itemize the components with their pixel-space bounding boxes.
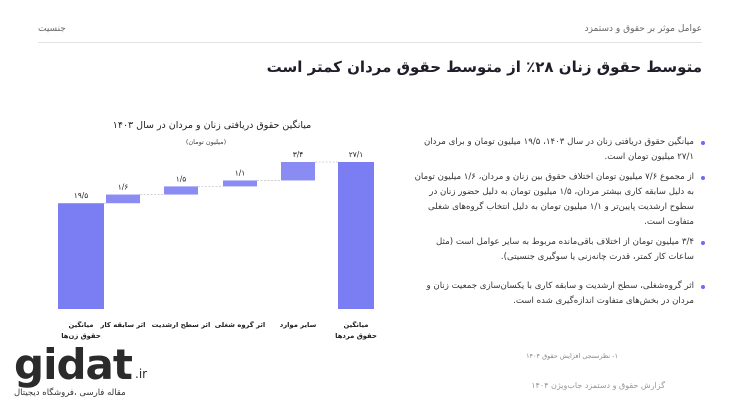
section-title: عوامل موثر بر حقوق و دستمزد bbox=[584, 24, 702, 34]
category-label-5: حقوق مردها bbox=[335, 332, 377, 340]
bar-3 bbox=[223, 180, 257, 186]
value-label-5: ۲۷/۱ bbox=[348, 150, 364, 159]
waterfall-chart bbox=[0, 0, 400, 350]
value-label-2: ۱/۵ bbox=[175, 174, 187, 184]
value-label-3: ۱/۱ bbox=[234, 168, 246, 178]
watermark-tagline: مقاله فارسی ،فروشگاه دیجیتال bbox=[14, 388, 126, 398]
chart-subtitle: (میلیون تومان) bbox=[185, 138, 227, 146]
bar-5 bbox=[338, 162, 374, 309]
value-label-0: ۱۹/۵ bbox=[73, 191, 89, 201]
category-label-3: اثر گروه شغلی bbox=[214, 321, 266, 329]
bullet-item: اثر گروه‌شغلی، سطح ارشدیت و سابقه کاری با یکسان‌سازی جمعیت زنان و مردان در بخش‌های متفاوت اندازه‌گیری شده است. bbox=[408, 279, 694, 309]
chart-bars bbox=[58, 162, 374, 309]
topic-label: جنسیت bbox=[38, 24, 66, 34]
bar-0 bbox=[58, 203, 104, 309]
chart-value-labels bbox=[74, 150, 364, 200]
bar-1 bbox=[106, 195, 140, 204]
category-label-4: سایر موارد bbox=[279, 321, 317, 329]
footnote: ۱- نظرسنجی افزایش حقوق ۱۴۰۴ bbox=[526, 352, 618, 360]
bullet-item: از مجموع ۷/۶ میلیون تومان اختلاف حقوق بین زنان و مردان، ۱/۶ میلیون تومان به دلیل سابقه کاری بیشتر مردان، ۱/۵ میلیون تومان به دلیل حضور زنان در سطوح ارشدیت پایین‌تر و ۱/۱ میلیون تومان به دلیل انتخاب گروه‌های شغلی متفاوت است. bbox=[408, 170, 694, 230]
category-label-1: اثر سابقه کار bbox=[100, 321, 146, 329]
value-label-4: ۳/۴ bbox=[292, 150, 304, 159]
page-headline: متوسط حقوق زنان ۲۸٪ از متوسط حقوق مردان کمتر است bbox=[266, 58, 702, 76]
bullet-item: میانگین حقوق دریافتی زنان در سال ۱۴۰۳، ۱۹/۵ میلیون تومان و برای مردان ۲۷/۱ میلیون تومان است. bbox=[408, 135, 694, 165]
chart-category-labels bbox=[61, 320, 377, 340]
value-label-1: ۱/۶ bbox=[117, 182, 129, 192]
bullet-list bbox=[408, 135, 708, 314]
category-label-0: میانگین bbox=[68, 321, 94, 329]
category-label-0: حقوق زن‌ها bbox=[61, 332, 101, 340]
bullet-item: ۳/۴ میلیون تومان از اختلاف باقی‌مانده مربوط به سایر عوامل است (مثل ساعات کار کمتر، قدرت چانه‌زنی یا سوگیری جنسیتی). bbox=[408, 235, 694, 265]
watermark-tld: .ir bbox=[135, 367, 148, 381]
bar-2 bbox=[164, 186, 198, 194]
watermark-brand bbox=[14, 340, 132, 389]
watermark-brand-text: gidat bbox=[14, 340, 132, 389]
category-label-5: میانگین bbox=[343, 321, 369, 329]
category-label-2: اثر سطح ارشدیت bbox=[151, 321, 211, 329]
footer-text: گزارش حقوق و دستمزد جاب‌ویژن ۱۴۰۴ bbox=[531, 381, 665, 390]
chart-title: میانگین حقوق دریافتی زنان و مردان در سال ۱۴۰۳ bbox=[112, 120, 312, 131]
bar-4 bbox=[281, 162, 315, 180]
